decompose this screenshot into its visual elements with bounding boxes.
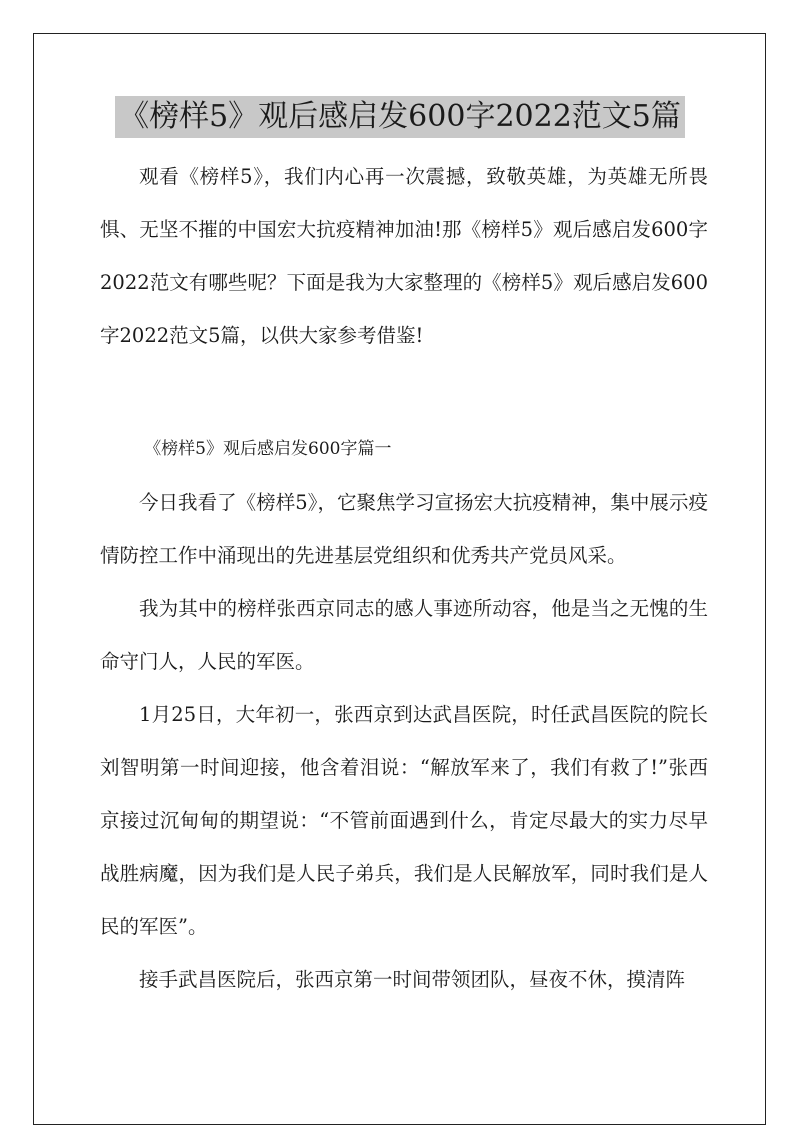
title-container	[0, 96, 800, 138]
document-title: 《榜样5》观后感启发600字2022范文5篇	[115, 96, 685, 138]
body-paragraph-4: 接手武昌医院后，张西京第一时间带领团队，昼夜不休，摸清阵	[139, 968, 686, 991]
section-heading: 《榜样5》观后感启发600字篇一	[144, 439, 392, 459]
body-paragraph-2: 我为其中的榜样张西京同志的感人事迹所动容，他是当之无愧的生命守门人，人民的军医。	[100, 597, 708, 673]
body-paragraph-1: 今日我看了《榜样5》，它聚焦学习宣扬宏大抗疫精神，集中展示疫情防控工作中涌现出的先进基层党组织和优秀共产党员风采。	[100, 491, 708, 567]
body-paragraph-3: 1月25日，大年初一，张西京到达武昌医院，时任武昌医院的院长刘智明第一时间迎接，他含着泪说：“解放军来了，我们有救了!”张西京接过沉甸甸的期望说：“不管前面遇到什么，肯定尽最大的实力尽早战胜病魔，因为我们是人民子弟兵，我们是人民解放军，同时我们是人民的军医”。	[100, 703, 708, 938]
intro-paragraph: 观看《榜样5》，我们内心再一次震撼，致敬英雄，为英雄无所畏惧、无坚不摧的中国宏大抗疫精神加油!那《榜样5》观后感启发600字2022范文有哪些呢？下面是我为大家整理的《榜样5》观后感启发600字2022范文5篇，以供大家参考借鉴!	[100, 165, 708, 347]
